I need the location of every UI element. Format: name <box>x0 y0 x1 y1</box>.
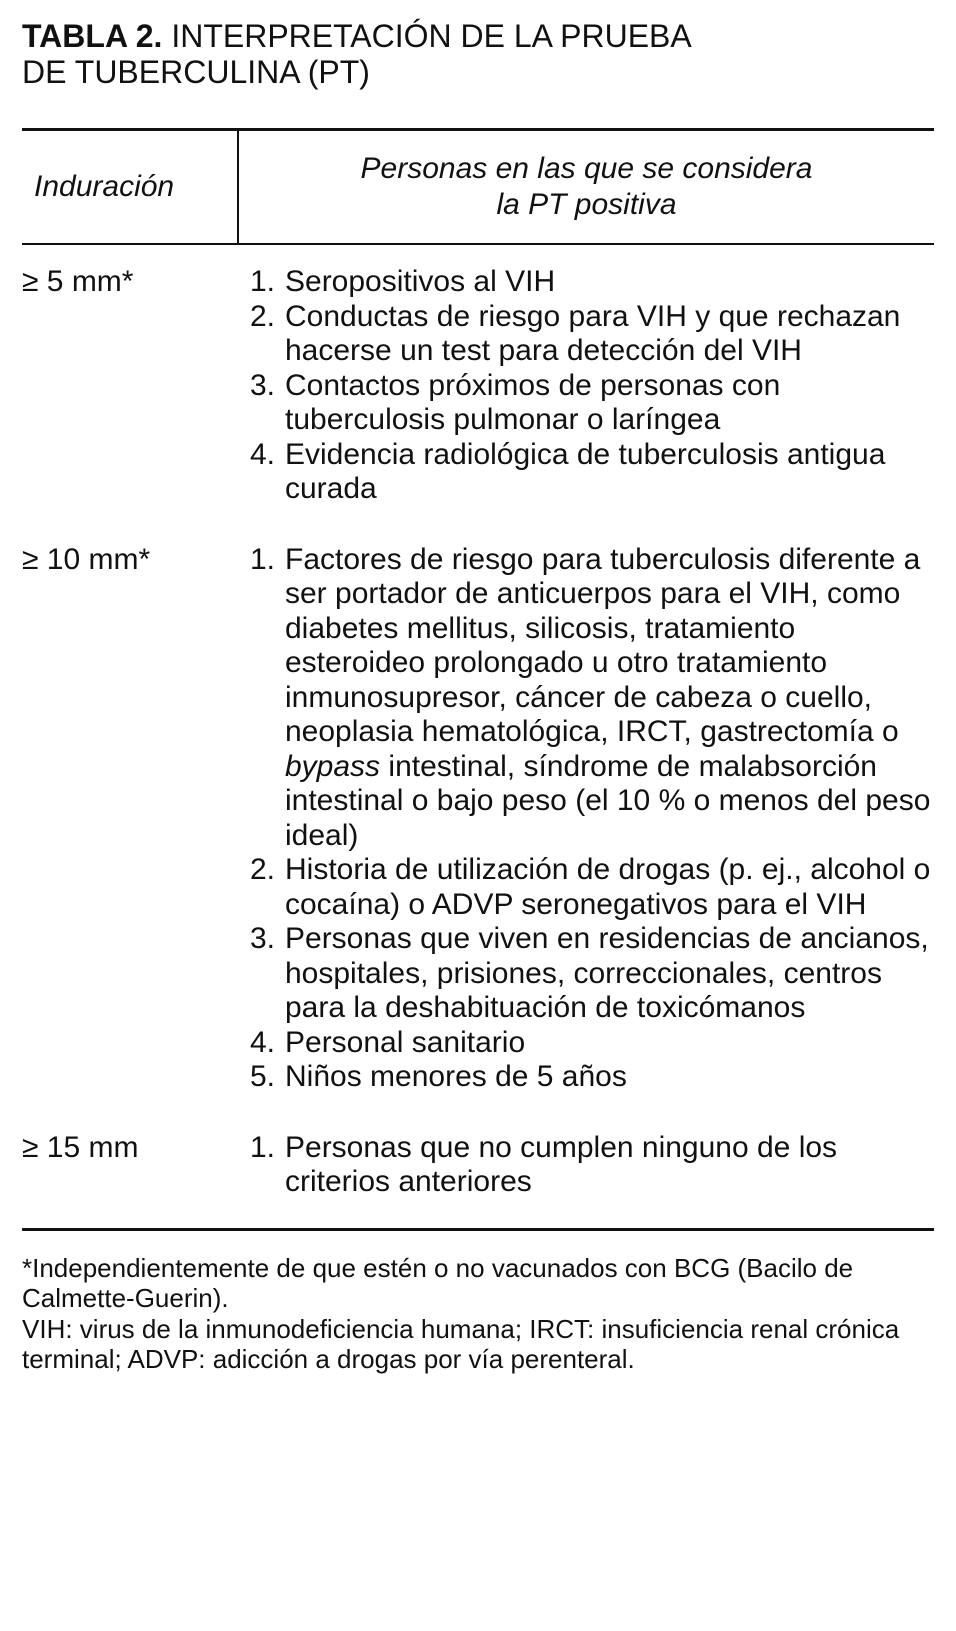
induration-value: ≥ 5 mm* <box>22 265 134 298</box>
induration-value: ≥ 15 mm <box>22 1130 139 1164</box>
criteria-list <box>237 1131 934 1200</box>
header-induration: Induración <box>22 131 239 243</box>
table-footnotes <box>22 1253 934 1375</box>
footnote: *Independientemente de que estén o no vacunados con BCG (Bacilo de Calmette-Guerin). <box>22 1252 854 1313</box>
table-header <box>22 131 934 245</box>
list-item: 4. Personal sanitario <box>249 1025 526 1059</box>
criteria-list <box>237 265 934 507</box>
table-body <box>22 265 934 1200</box>
table-title-label: TABLA 2. <box>22 18 163 54</box>
list-item: 4. Evidencia radiológica de tuberculosis antigua curada <box>249 437 886 505</box>
header-personas <box>239 131 934 243</box>
criteria-list <box>237 543 934 1095</box>
header-personas-line1: Personas en las que se considera <box>360 152 813 185</box>
table-title-text-line2: DE TUBERCULINA (PT) <box>22 54 370 90</box>
table-row <box>22 265 934 507</box>
header-personas-line2: la PT positiva <box>496 188 677 221</box>
bottom-rule <box>22 1228 934 1231</box>
list-item: 3. Contactos próximos de personas con tuberculosis pulmonar o laríngea <box>249 368 781 436</box>
list-item: 2. Conductas de riesgo para VIH y que rechazan hacerse un test para detección del VIH <box>249 299 901 367</box>
table-row <box>22 1131 934 1200</box>
list-item-text-italic-bypass: Factores de riesgo para tuberculosis diferente a ser portador de anticuerpos para el VIH, como diabetes mellitus, silicosis, tratamiento esteroideo prolongado u otro tratamiento inmunosupresor, cáncer de cabeza o cuello, neoplasia hematológica, IRCT, gastrectomía o bypass intestinal, síndrome de malabsorción intestinal o bajo peso (el 10 % o menos del peso ideal) <box>285 542 931 852</box>
list-item: 3. Personas que viven en residencias de ancianos, hospitales, prisiones, correccionales, centros para la deshabituación de toxicómanos <box>249 922 929 1024</box>
induration-value: ≥ 10 mm* <box>22 542 151 576</box>
list-item: 1. Factores de riesgo para tuberculosis diferente a ser portador de anticuerpos para el VIH, como diabetes mellitus, silicosis, tratamiento esteroideo prolongado u otro tratamiento inmunosupresor, cáncer de cabeza o cuello, neoplasia hematológica, IRCT, gastrectomía o bypass intestinal, síndrome de malabsorción intestinal o bajo peso (el 10 % o menos del peso ideal) <box>237 543 934 854</box>
list-item: 1. Personas que no cumplen ninguno de los criterios anteriores <box>249 1130 838 1198</box>
list-item: 1. Seropositivos al VIH <box>249 265 556 298</box>
list-item: 5. Niños menores de 5 años <box>249 1060 627 1093</box>
table-title-text: INTERPRETACIÓN DE LA PRUEBA <box>171 18 692 54</box>
table-title <box>22 18 934 90</box>
table-figure <box>22 18 934 1375</box>
footnote: VIH: virus de la inmunodeficiencia humana; IRCT: insuficiencia renal crónica terminal; ADVP: adicción a drogas por vía perenteral. <box>22 1313 900 1374</box>
table-row <box>22 543 934 1095</box>
list-item: 2. Historia de utilización de drogas (p. ej., alcohol o cocaína) o ADVP seronegativos para el VIH <box>249 853 931 921</box>
